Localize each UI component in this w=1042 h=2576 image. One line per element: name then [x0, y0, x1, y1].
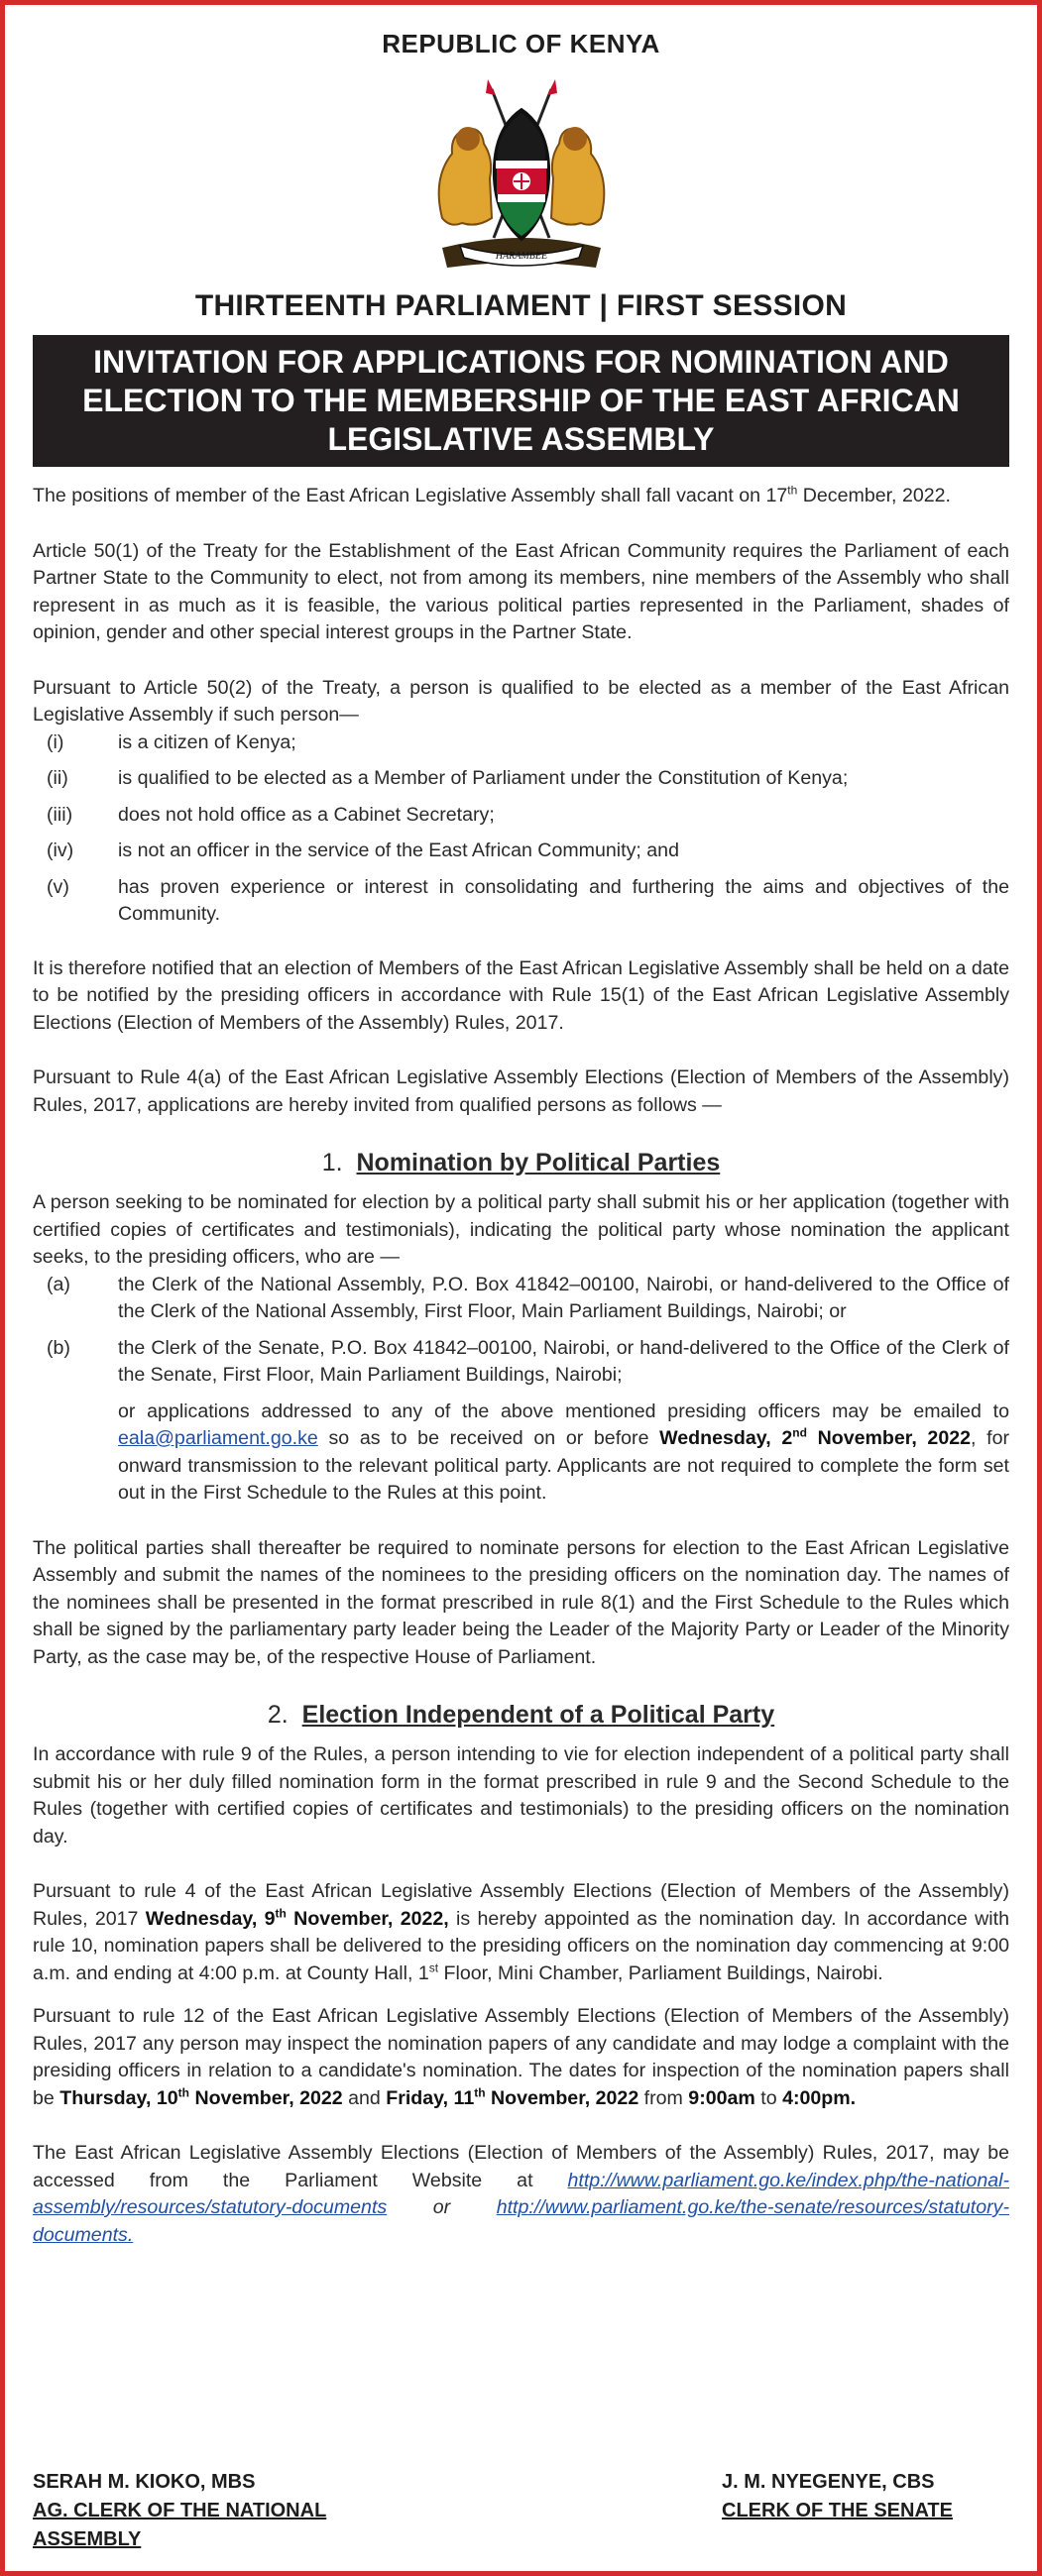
section-1-heading: 1. Nomination by Political Parties [321, 1149, 721, 1176]
list-item: (iii) does not hold office as a Cabinet Secretary; [47, 803, 495, 826]
republic-heading: REPUBLIC OF KENYA [382, 29, 660, 58]
list-item: (i) is a citizen of Kenya; [47, 730, 296, 753]
invitation-paragraph: Pursuant to Rule 4(a) of the East African Legislative Assembly Elections (Election of Members of the Assembly) Rules, 2017, applications are hereby invited from qualified persons as follows — [33, 1066, 1009, 1116]
notice-content [33, 5, 1009, 2249]
section-1-paragraph-1: A person seeking to be nominated for election by a political party shall submit his or her application (together with certified copies of certificates and testimonials), indicating the political party whose nomination the applicant seeks, to the presiding officers, who are — [33, 1191, 1009, 1268]
list-item: (ii) is qualified to be elected as a Member of Parliament under the Constitution of Kenya; [47, 767, 849, 789]
coat-of-arms-emblem [422, 69, 621, 278]
list-item: (iv) is not an officer in the service of the East African Community; and [47, 840, 679, 861]
signatory-name: SERAH M. KIOKO, MBS [33, 2471, 256, 2493]
signatory-title: AG. CLERK OF THE NATIONAL [33, 2500, 327, 2521]
inspection-paragraph: Pursuant to rule 12 of the East African Legislative Assembly Elections (Election of Members of the Assembly) Rules, 2017 any person may inspect the nomination papers of any candidate and may lodge a complaint with the presiding officers in relation to a candidate's nomination. The dates for inspection of the nomination papers shall be Thursday, 10th November, 2022 and Friday, 11th November, 2022 from 9:00am to 4:00pm. [33, 2005, 1009, 2109]
signature-right [722, 2468, 1009, 2554]
inspection-date-1: Thursday, 10th November, 2022 [59, 2084, 343, 2109]
presiding-officers-list [33, 1272, 1009, 1390]
section-2-paragraph-1: In accordance with rule 9 of the Rules, a person intending to vie for election independent of a political party shall submit his or her duly filled nomination form in the format prescribed in rule 9 and the Second Schedule to the Rules (together with certified copies of certificates and testimonials) to the presiding officers on the nomination day. [33, 1743, 1009, 1848]
notice-title-banner: INVITATION FOR APPLICATIONS FOR NOMINATION AND ELECTION TO THE MEMBERSHIP OF THE EAST AFRICAN LEGISLATIVE ASSEMBLY [33, 335, 1009, 467]
email-submission-paragraph: or applications addressed to any of the above mentioned presiding officers may be emailed to eala@parliament.go.ke so as to be received on or before Wednesday, 2nd November, 2022, for onward transmission to the relevant political party. Applicants are not required to complete the form set out in the First Schedule to the Rules at this point. [118, 1400, 1009, 1504]
inspection-end-time: 4:00pm. [782, 2086, 857, 2109]
nomination-day-paragraph: Pursuant to rule 4 of the East African Legislative Assembly Elections (Election of Members of the Assembly) Rules, 2017 Wednesday, 9th November, 2022, is hereby appointed as the nomination day. In accordance with rule 10, nomination papers shall be delivered to the presiding officers on the nomination day commencing at 9:00 a.m. and ending at 4:00 p.m. at County Hall, 1st Floor, Mini Chamber, Parliament Buildings, Nairobi. [33, 1880, 1009, 1984]
signatory-title: ASSEMBLY [33, 2528, 142, 2550]
section-2-heading: 2. Election Independent of a Political Party [267, 1701, 775, 1729]
qualifications-list [33, 729, 1009, 929]
signatory-name: J. M. NYEGENYE, CBS [722, 2471, 935, 2493]
motto-text: HARAMBEE [495, 251, 547, 262]
list-item: (v) has proven experience or interest in consolidating and furthering the aims and objectives of the Community. [47, 875, 1009, 925]
list-item: (b) the Clerk of the Senate, P.O. Box 41842–00100, Nairobi, or hand-delivered to the Office of the Clerk of the Senate, First Floor, Main Parliament Buildings, Nairobi; [47, 1336, 1009, 1386]
intro-paragraph-1: The positions of member of the East African Legislative Assembly shall fall vacant on 17th December, 2022. [33, 483, 951, 506]
inspection-date-2: Friday, 11th November, 2022 [386, 2084, 639, 2109]
signatures [5, 2468, 1037, 2554]
intro-paragraph-2: Article 50(1) of the Treaty for the Establishment of the East African Community requires the Parliament of each Partner State to the Community to elect, not from among its members, nine members of the Assembly who shall represent in as much as it is feasible, the various political parties represented in the Parliament, shades of opinion, gender and other special interest groups in the Partner State. [33, 539, 1009, 643]
rules-access-paragraph: The East African Legislative Assembly Elections (Election of Members of the Assembly) Rules, 2017, may be accessed from the Parliament Website at http://www.parliament.go.ke/index.php/the-national-assembly/resources/statutory-documents or http://www.parliament.go.ke/the-senate/resources/statutory-documents. [33, 2142, 1009, 2246]
signatory-title: CLERK OF THE SENATE [722, 2500, 953, 2521]
email-link[interactable]: eala@parliament.go.ke [118, 1427, 318, 1449]
list-item: (a) the Clerk of the National Assembly, P.O. Box 41842–00100, Nairobi, or hand-delivered to the Office of the Clerk of the National Assembly, First Floor, Main Parliament Buildings, Nairobi; or [47, 1273, 1009, 1322]
national-assembly-rules-link[interactable]: http://www.parliament.go.ke/index.php/the-national-assembly/resources/statutory-documents [33, 2169, 1009, 2218]
senate-rules-link[interactable]: http://www.parliament.go.ke/the-senate/resources/statutory-documents. [33, 2196, 1009, 2246]
submission-deadline: Wednesday, 2nd November, 2022 [659, 1425, 972, 1449]
signature-left [33, 2468, 326, 2554]
nomination-day-date: Wednesday, 9th November, 2022, [145, 1905, 449, 1930]
session-heading: THIRTEENTH PARLIAMENT | FIRST SESSION [194, 289, 848, 322]
inspection-start-time: 9:00am [688, 2086, 755, 2109]
intro-paragraph-3: Pursuant to Article 50(2) of the Treaty, a person is qualified to be elected as a member of the East African Legislative Assembly if such person— [33, 676, 1009, 726]
section-1-paragraph-2: The political parties shall thereafter be required to nominate persons for election to the East African Legislative Assembly and submit the names of the nominees to the presiding officers on the nomination day. The names of the nominees shall be presented in the format prescribed in rule 8(1) and the First Schedule to the Rules which shall be signed by the parliamentary party leader being the Leader of the Majority Party or Leader of the Minority Party, as the case may be, of the respective House of Parliament. [33, 1536, 1009, 1668]
election-notice-paragraph: It is therefore notified that an election of Members of the East African Legislative Assembly shall be held on a date to be notified by the presiding officers in accordance with Rule 15(1) of the East African Legislative Assembly Elections (Election of Members of the Assembly) Rules, 2017. [33, 956, 1009, 1034]
